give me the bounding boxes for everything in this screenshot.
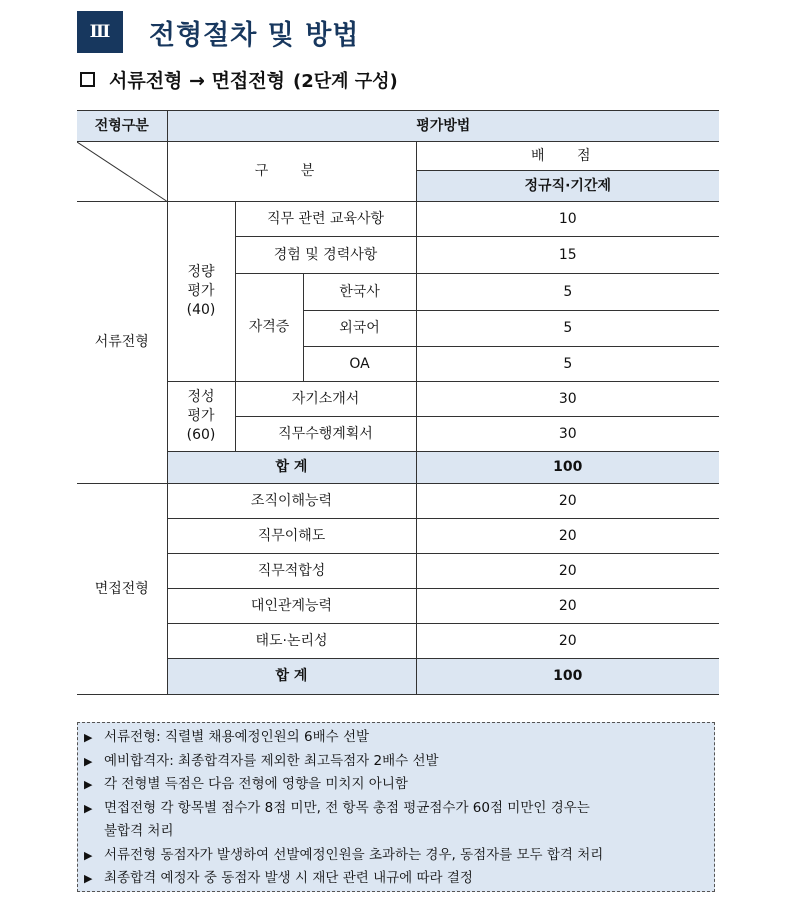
item-label: 직무이해도 bbox=[167, 519, 416, 554]
section-title: 전형절차 및 방법 bbox=[149, 19, 360, 51]
note-item: ▶ 예비합격자: 최종합격자를 제외한 최고득점자 2배수 선발 bbox=[84, 750, 708, 774]
item-score: 30 bbox=[416, 382, 719, 417]
item-score: 5 bbox=[416, 347, 719, 382]
item-label: 태도·논리성 bbox=[167, 624, 416, 659]
table-row bbox=[77, 382, 719, 417]
interview-total-label: 합 계 bbox=[167, 659, 416, 695]
table-header-row bbox=[77, 111, 719, 142]
table-row bbox=[77, 484, 719, 519]
doc-total-label: 합 계 bbox=[167, 452, 416, 484]
bullet-arrow-icon: ▶ bbox=[84, 848, 93, 862]
table-row bbox=[77, 554, 719, 589]
quant-eval-label: 정량 평가 (40) bbox=[167, 202, 235, 382]
note-item: ▶ 서류전형 동점자가 발생하여 선발예정인원을 초과하는 경우, 동점자를 모두 합격 처리 bbox=[84, 844, 708, 868]
bullet-arrow-icon: ▶ bbox=[84, 731, 93, 744]
item-score: 5 bbox=[416, 311, 719, 347]
doc-total-value: 100 bbox=[416, 452, 719, 484]
subheader-score-type: 정규직·기간제 bbox=[416, 171, 719, 202]
subheader-category: 구 분 bbox=[167, 142, 416, 202]
item-score: 15 bbox=[416, 237, 719, 274]
interview-total-value: 100 bbox=[416, 659, 719, 695]
bullet-arrow-icon: ▶ bbox=[84, 872, 93, 885]
item-label: 직무수행계획서 bbox=[235, 417, 416, 452]
bullet-arrow-icon: ▶ bbox=[84, 778, 93, 791]
interview-total-row bbox=[77, 659, 719, 695]
item-score: 10 bbox=[416, 202, 719, 237]
item-label: OA bbox=[303, 347, 416, 382]
checkbox-square-icon bbox=[80, 72, 95, 87]
doc-screening-label: 서류전형 bbox=[77, 202, 167, 484]
item-label: 한국사 bbox=[303, 274, 416, 311]
item-score: 30 bbox=[416, 417, 719, 452]
section-number-badge: Ⅲ bbox=[77, 11, 123, 53]
header-category: 전형구분 bbox=[77, 111, 167, 142]
note-item: ▶ 최종합격 예정자 중 동점자 발생 시 재단 관련 내규에 따라 결정 bbox=[84, 867, 708, 891]
qual-eval-label: 정성 평가 (60) bbox=[167, 382, 235, 452]
item-label: 조직이해능력 bbox=[167, 484, 416, 519]
item-label: 직무 관련 교육사항 bbox=[235, 202, 416, 237]
item-score: 20 bbox=[416, 554, 719, 589]
item-label: 대인관계능력 bbox=[167, 589, 416, 624]
item-score: 20 bbox=[416, 624, 719, 659]
item-label: 경험 및 경력사항 bbox=[235, 237, 416, 274]
note-item: ▶ 각 전형별 득점은 다음 전형에 영향을 미치지 아니함 bbox=[84, 773, 708, 797]
table-row bbox=[77, 519, 719, 554]
bullet-arrow-icon: ▶ bbox=[84, 754, 93, 768]
subheader-row bbox=[77, 142, 719, 171]
table-row bbox=[77, 589, 719, 624]
bullet-arrow-icon: ▶ bbox=[84, 801, 93, 815]
interview-label: 면접전형 bbox=[77, 484, 167, 695]
section-header bbox=[77, 10, 359, 54]
item-label: 자기소개서 bbox=[235, 382, 416, 417]
item-score: 20 bbox=[416, 519, 719, 554]
subsection-header bbox=[80, 66, 398, 93]
header-method: 평가방법 bbox=[167, 111, 719, 142]
item-score: 20 bbox=[416, 484, 719, 519]
note-item: ▶ 면접전형 각 항목별 점수가 8점 미만, 전 항목 총점 평균점수가 60점 미만인 경우는 bbox=[84, 797, 708, 821]
item-score: 5 bbox=[416, 274, 719, 311]
cert-label: 자격증 bbox=[235, 274, 303, 382]
evaluation-table bbox=[77, 110, 719, 695]
table-row bbox=[77, 624, 719, 659]
notes-box bbox=[77, 722, 715, 892]
subheader-score: 배 점 bbox=[416, 142, 719, 171]
doc-total-row bbox=[77, 452, 719, 484]
diagonal-cell bbox=[77, 142, 167, 202]
table-row bbox=[77, 202, 719, 237]
item-label: 직무적합성 bbox=[167, 554, 416, 589]
note-item: ▶ 서류전형: 직렬별 채용예정인원의 6배수 선발 bbox=[84, 726, 708, 750]
note-item-continuation: 불합격 처리 bbox=[104, 823, 174, 839]
item-label: 외국어 bbox=[303, 311, 416, 347]
item-score: 20 bbox=[416, 589, 719, 624]
subsection-note: (2단계 구성) bbox=[292, 70, 398, 92]
subsection-title: 서류전형 → 면접전형 bbox=[109, 70, 285, 92]
